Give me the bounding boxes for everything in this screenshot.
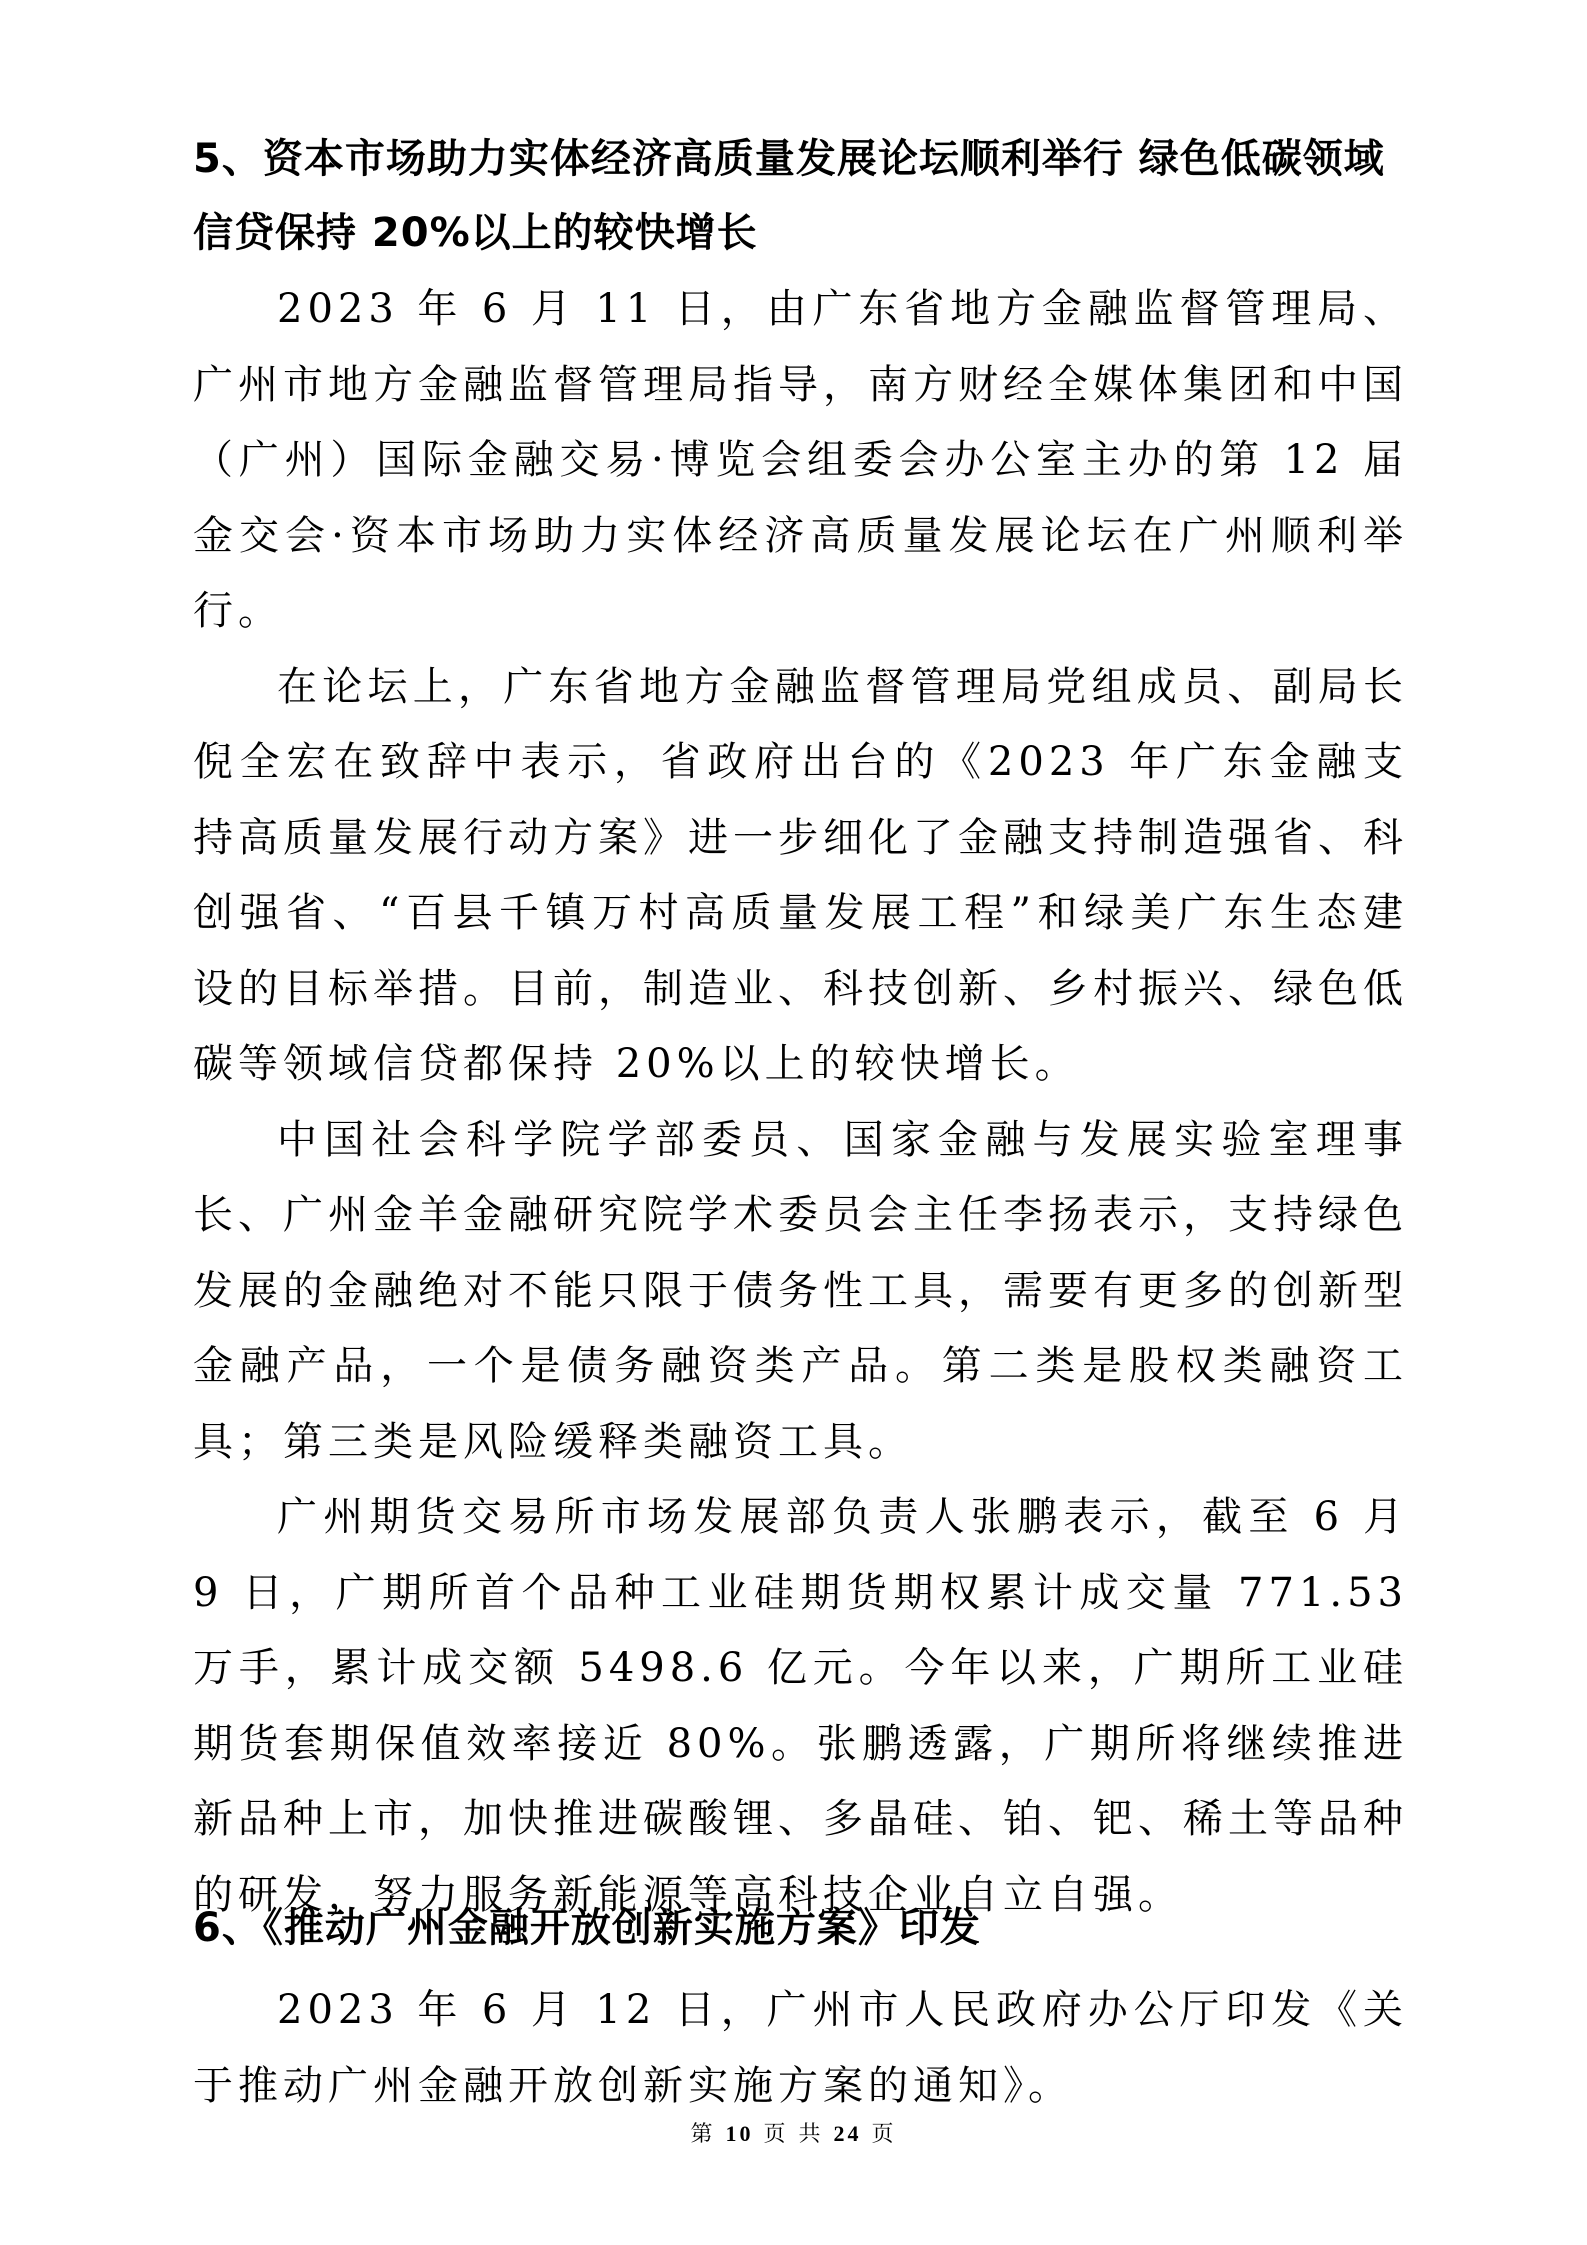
current-page-number: 10 (725, 2121, 754, 2146)
section-6-body (193, 1973, 1408, 2124)
section-5-body (193, 272, 1408, 1933)
section-6-paragraph: 2023 年 6 月 12 日，广州市人民政府办公厅印发《关于推动广州金融开放创新实施方案的通知》。 (193, 1987, 1408, 2109)
page-footer (0, 2117, 1587, 2148)
section-6-heading: 6、《推动广州金融开放创新实施方案》印发 (193, 1905, 981, 1951)
footer-middle: 页 共 (763, 2122, 824, 2147)
footer-prefix: 第 (690, 2122, 716, 2147)
section-5-heading: 5、资本市场助力实体经济高质量发展论坛顺利举行 绿色低碳领域信贷保持 20%以上的较快增长 (193, 136, 1385, 256)
section-5-paragraph: 中国社会科学院学部委员、国家金融与发展实验室理事长、广州金羊金融研究院学术委员会主任李扬表示，支持绿色发展的金融绝对不能只限于债务性工具，需要有更多的创新型金融产品，一个是债务融资类产品。第二类是股权类融资工具；第三类是风险缓释类融资工具。 (193, 1116, 1408, 1465)
total-page-number: 24 (833, 2121, 862, 2146)
section-5-paragraph: 2023 年 6 月 11 日，由广东省地方金融监督管理局、广州市地方金融监督管理局指导，南方财经全媒体集团和中国（广州）国际金融交易·博览会组委会办公室主办的第 12 届金交会·资本市场助力实体经济高质量发展论坛在广州顺利举行。 (193, 286, 1408, 634)
section-5-paragraph: 在论坛上，广东省地方金融监督管理局党组成员、副局长倪全宏在致辞中表示，省政府出台的《2023 年广东金融支持高质量发展行动方案》进一步细化了金融支持制造强省、科创强省、“百县千镇万村高质量发展工程”和绿美广东生态建设的目标举措。目前，制造业、科技创新、乡村振兴、绿色低碳等领域信贷都保持 20%以上的较快增长。 (193, 663, 1408, 1087)
section-5-paragraph: 广州期货交易所市场发展部负责人张鹏表示，截至 6 月 9 日，广期所首个品种工业硅期货期权累计成交量 771.53 万手，累计成交额 5498.6 亿元。今年以来，广期所工业硅期货套期保值效率接近 80%。张鹏透露，广期所将继续推进新品种上市，加快推进碳酸锂、多晶硅、铂、钯、稀土等品种的研发，努力服务新能源等高科技企业自立自强。 (193, 1494, 1408, 1918)
footer-suffix: 页 (871, 2122, 897, 2147)
